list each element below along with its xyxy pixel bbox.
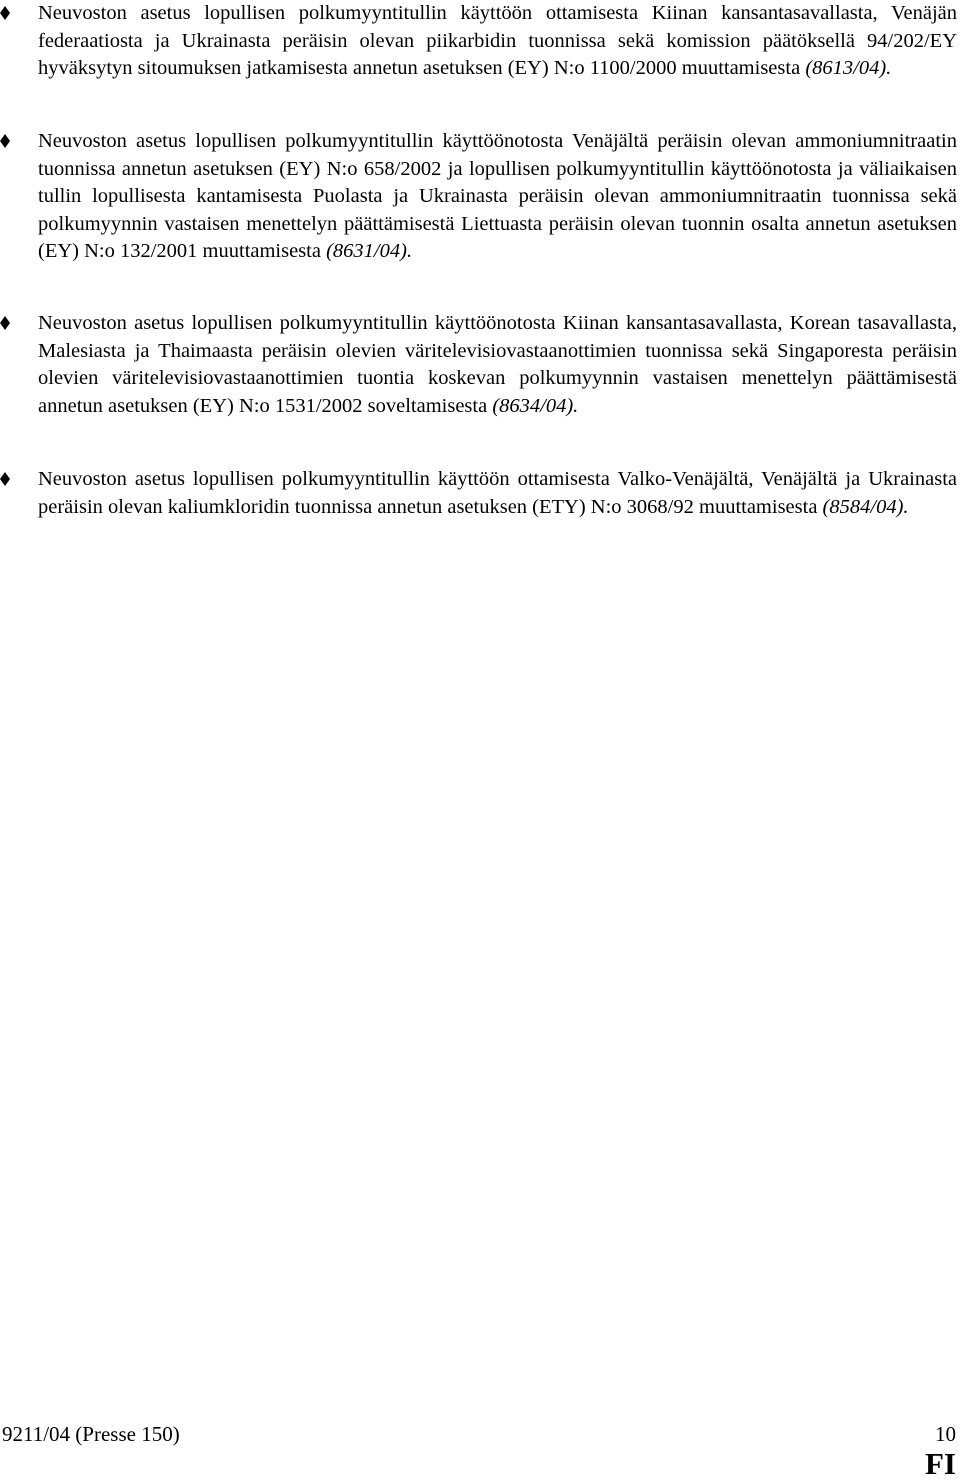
list-item-body: Neuvoston asetus lopullisen polkumyyntitullin käyttöönotosta Kiinan kansantasavallasta, Korean tasavallasta, Malesiasta ja Thaimaasta peräisin olevien väritelevisiovastaanottimien tuonnissa sekä Singaporesta peräisin olevien väritelevisiovastaanottimien tuontia koskevan polkumyynnin vastaisen menettelyn päättämisestä annetun asetuksen (EY) N:o 1531/2002 soveltamisesta: [38, 312, 957, 417]
diamond-bullet-icon: [0, 134, 14, 148]
list-item-body: Neuvoston asetus lopullisen polkumyyntitullin käyttöön ottamisesta Kiinan kansantasavallasta, Venäjän federaatiosta ja Ukrainasta peräisin olevan piikarbidin tuonnissa sekä komission päätöksellä 94/202/EY hyväksytyn sitoumuksen jatkamisesta annetun asetuksen (EY) N:o 1100/2000 muuttamisesta: [38, 2, 957, 79]
list-item-text: [38, 310, 957, 420]
list-item-text: [38, 466, 957, 521]
list-item-text: [38, 0, 957, 83]
document-reference: (8613/04).: [805, 57, 892, 79]
language-code: FI: [925, 1446, 956, 1481]
document-reference: (8631/04).: [326, 240, 413, 262]
document-code: 9211/04 (Presse 150): [2, 1422, 180, 1446]
list-item-text: [38, 128, 957, 266]
diamond-bullet-icon: [0, 316, 14, 330]
list-item-body: Neuvoston asetus lopullisen polkumyyntitullin käyttöön ottamisesta Valko-Venäjältä, Venäjältä ja Ukrainasta peräisin olevan kaliumkloridin tuonnissa annetun asetuksen (ETY) N:o 3068/92 muuttamisesta: [38, 468, 957, 518]
document-reference: (8584/04).: [822, 495, 909, 518]
diamond-bullet-icon: [0, 472, 14, 486]
list-item-body: Neuvoston asetus lopullisen polkumyyntitullin käyttöönotosta Venäjältä peräisin olevan ammoniumnitraatin tuonnissa annetun asetuksen (EY) N:o 658/2002 ja lopullisen polkumyyntitullin käyttöönotosta ja väliaikaisen tullin lopullisesta kantamisesta Puolasta ja Ukrainasta peräisin olevan ammoniumnitraatin tuonnissa sekä polkumyynnin vastaisen menettelyn päättämisestä Liettuasta peräisin olevan tuonnin osalta annetun asetuksen (EY) N:o 132/2001 muuttamisesta: [38, 130, 957, 262]
diamond-bullet-icon: [0, 6, 14, 20]
page-number: 10: [935, 1422, 956, 1446]
document-reference: (8634/04).: [492, 394, 579, 417]
